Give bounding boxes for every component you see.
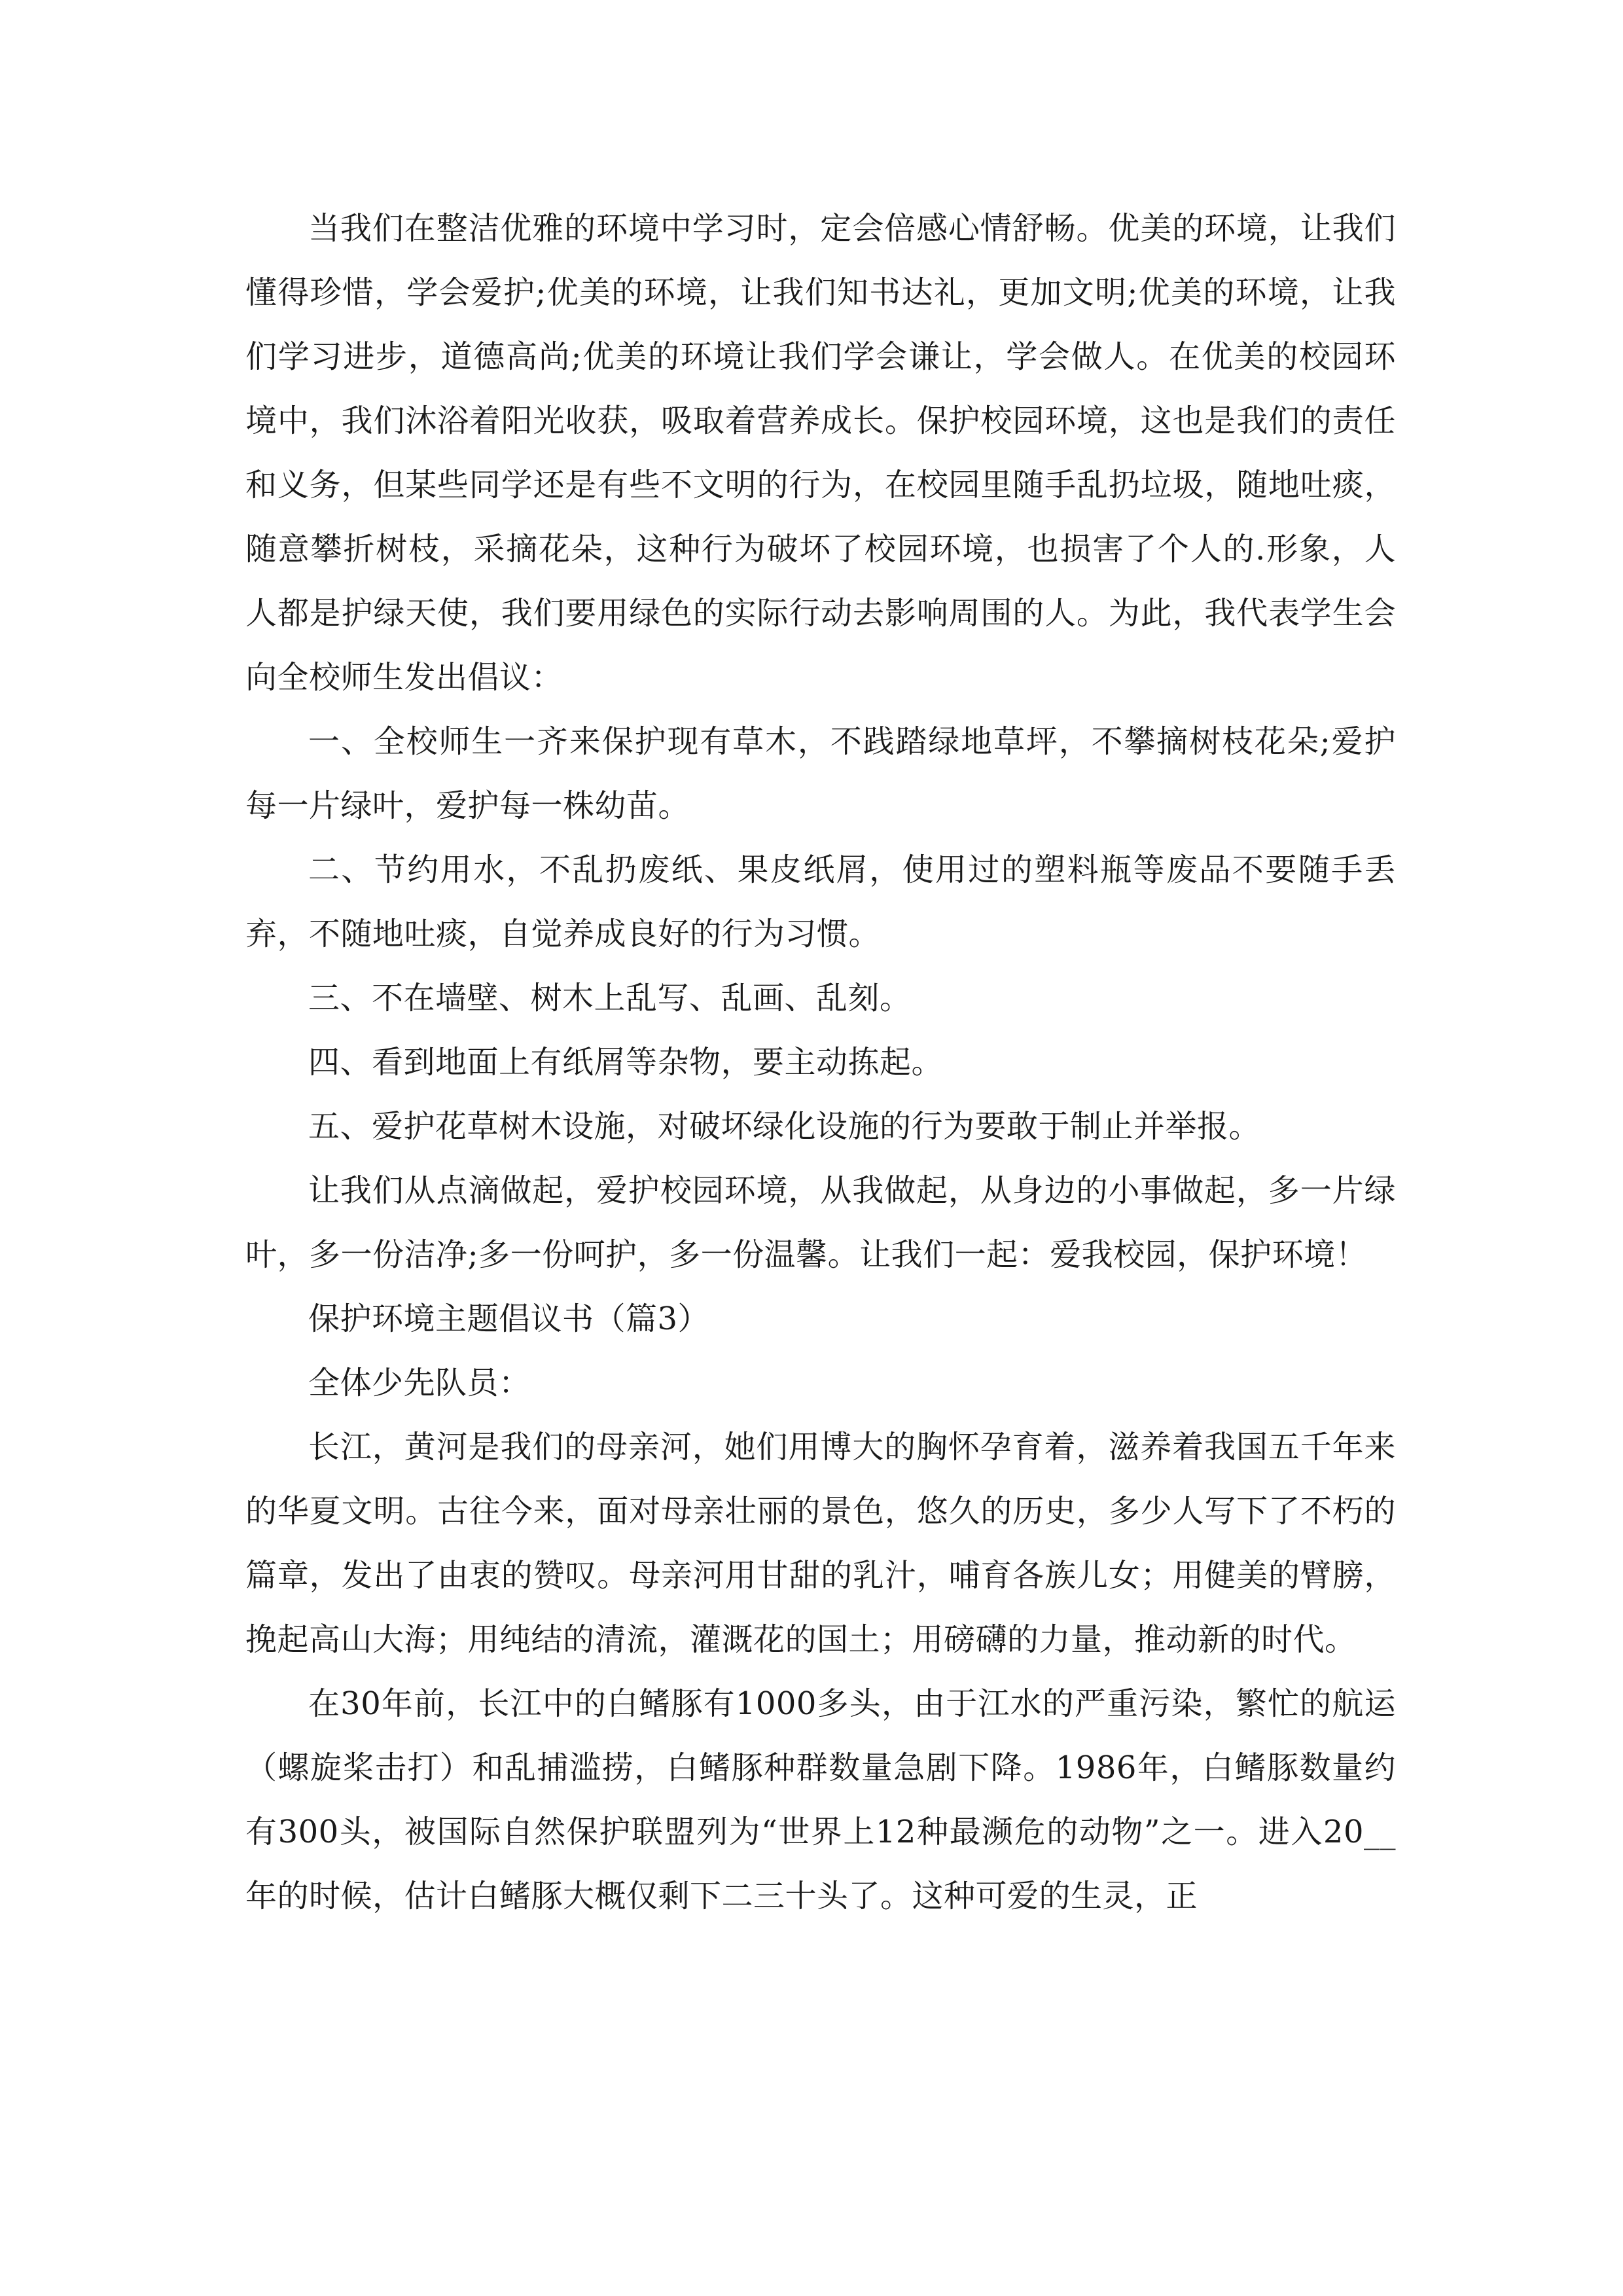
paragraph-proposal-3: 三、不在墙壁、树木上乱写、乱画、乱刻。 <box>308 980 912 1016</box>
salutation: 全体少先队员： <box>308 1365 531 1401</box>
section-title: 保护环境主题倡议书（篇3） <box>308 1300 710 1337</box>
paragraph-proposal-2: 二、节约用水，不乱扔废纸、果皮纸屑，使用过的塑料瓶等废品不要随手丢弃，不随地吐痰，自觉养成良好的行为习惯。 <box>245 852 1396 952</box>
paragraph-rivers: 长江，黄河是我们的母亲河，她们用博大的胸怀孕育着，滋养着我国五千年来的华夏文明。古往今来，面对母亲壮丽的景色，悠久的历史，多少人写下了不朽的篇章，发出了由衷的赞叹。母亲河用甘甜的乳汁，哺育各族儿女；用健美的臂膀，挽起高山大海；用纯结的清流，灌溉花的国土；用磅礴的力量，推动新的时代。 <box>245 1429 1396 1658</box>
paragraph-dolphin: 在30年前，长江中的白鳍豚有1000多头，由于江水的严重污染，繁忙的航运（螺旋桨击打）和乱捕滥捞，白鳍豚种群数量急剧下降。1986年，白鳍豚数量约有300头，被国际自然保护联盟列为“世界上12种最濒危的动物”之一。进入20__年的时候，估计白鳍豚大概仅剩下二三十头了。这种可爱的生灵，正 <box>245 1685 1396 1914</box>
paragraph-proposal-1: 一、全校师生一齐来保护现有草木，不践踏绿地草坪，不攀摘树枝花朵;爱护每一片绿叶，爱护每一株幼苗。 <box>245 723 1396 824</box>
paragraph-intro: 当我们在整洁优雅的环境中学习时，定会倍感心情舒畅。优美的环境，让我们懂得珍惜，学会爱护;优美的环境，让我们知书达礼，更加文明;优美的环境，让我们学习进步，道德高尚;优美的环境让我们学会谦让，学会做人。在优美的校园环境中，我们沐浴着阳光收获，吸取着营养成长。保护校园环境，这也是我们的责任和义务，但某些同学还是有些不文明的行为，在校园里随手乱扔垃圾，随地吐痰，随意攀折树枝，采摘花朵，这种行为破坏了校园环境，也损害了个人的.形象，人人都是护绿天使，我们要用绿色的实际行动去影响周围的人。为此，我代表学生会向全校师生发出倡议： <box>245 210 1396 696</box>
paragraph-closing: 让我们从点滴做起，爱护校园环境，从我做起，从身边的小事做起，多一片绿叶，多一份洁净;多一份呵护，多一份温馨。让我们一起：爱我校园，保护环境！ <box>245 1172 1396 1273</box>
paragraph-proposal-4: 四、看到地面上有纸屑等杂物，要主动拣起。 <box>308 1044 944 1081</box>
paragraph-proposal-5: 五、爱护花草树木设施，对破坏绿化设施的行为要敢于制止并举报。 <box>308 1108 1261 1145</box>
document-body <box>245 196 1396 1928</box>
